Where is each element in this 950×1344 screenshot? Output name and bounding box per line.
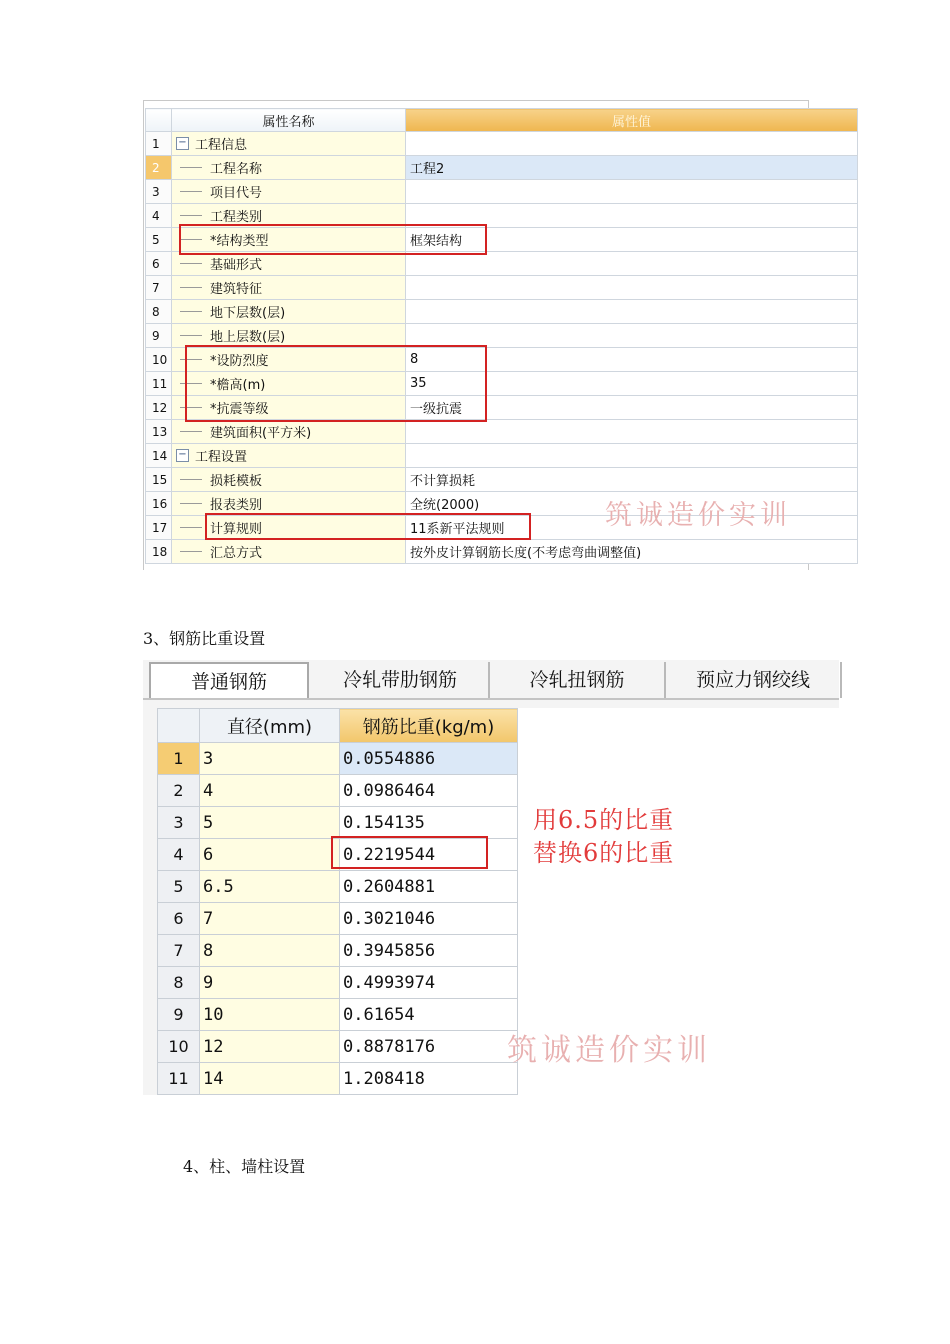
property-name: 汇总方式: [210, 546, 263, 561]
weight-cell[interactable]: 0.2604881: [340, 871, 518, 903]
tree-connector-line: [180, 239, 202, 240]
row-index: 3: [158, 807, 200, 839]
property-row[interactable]: [146, 396, 858, 420]
property-row[interactable]: [146, 276, 858, 300]
property-row[interactable]: [146, 180, 858, 204]
tree-connector-line: [180, 479, 202, 480]
property-table-header: [146, 109, 858, 132]
tab-prestressed-strand[interactable]: 预应力钢绞线: [666, 662, 842, 698]
property-name: 地下层数(层): [210, 306, 286, 321]
rebar-weight-table: [157, 708, 518, 1095]
property-name-cell[interactable]: [172, 516, 406, 540]
property-row[interactable]: [146, 444, 858, 468]
row-number: 6: [146, 252, 172, 276]
diameter-cell[interactable]: 6: [200, 839, 340, 871]
rebar-row[interactable]: [158, 967, 518, 999]
diameter-cell[interactable]: 3: [200, 743, 340, 775]
rebar-row[interactable]: [158, 903, 518, 935]
annotation-line-2: 替换6的比重: [533, 839, 675, 867]
row-number: 11: [146, 372, 172, 396]
property-value[interactable]: 35: [406, 372, 858, 396]
row-number: 18: [146, 540, 172, 564]
frame-border-top: [143, 100, 808, 101]
tree-connector-line: [180, 359, 202, 360]
property-name-cell[interactable]: [172, 396, 406, 420]
property-name-cell[interactable]: [172, 276, 406, 300]
section-4-heading: 4、柱、墙柱设置: [183, 1157, 306, 1176]
row-number: 3: [146, 180, 172, 204]
property-name: *设防烈度: [210, 354, 269, 369]
property-value[interactable]: [406, 204, 858, 228]
tree-connector-line: [180, 551, 202, 552]
weight-cell[interactable]: 0.154135: [340, 807, 518, 839]
rebar-rows: [158, 743, 518, 1095]
property-row[interactable]: [146, 156, 858, 180]
tree-connector-line: [180, 215, 202, 216]
property-row[interactable]: [146, 252, 858, 276]
property-row[interactable]: [146, 228, 858, 252]
property-row[interactable]: [146, 372, 858, 396]
weight-cell[interactable]: 0.4993974: [340, 967, 518, 999]
section-3-heading: 3、钢筋比重设置: [143, 629, 266, 648]
weight-cell[interactable]: 0.2219544: [340, 839, 518, 871]
row-index: 9: [158, 999, 200, 1031]
diameter-cell[interactable]: 14: [200, 1063, 340, 1095]
tree-connector-line: [180, 263, 202, 264]
annotation-note: [533, 804, 674, 870]
header-corner: [158, 709, 200, 743]
weight-cell[interactable]: 0.3021046: [340, 903, 518, 935]
property-name-cell[interactable]: [172, 180, 406, 204]
property-value[interactable]: [406, 300, 858, 324]
row-number: 9: [146, 324, 172, 348]
property-row[interactable]: [146, 468, 858, 492]
row-number: 1: [146, 132, 172, 156]
row-number: 5: [146, 228, 172, 252]
diameter-cell[interactable]: 12: [200, 1031, 340, 1063]
property-value[interactable]: 11系新平法规则: [406, 516, 858, 540]
header-property-name[interactable]: 属性名称: [172, 109, 406, 132]
property-name: *檐高(m): [210, 378, 266, 393]
property-value[interactable]: [406, 252, 858, 276]
diameter-cell[interactable]: 4: [200, 775, 340, 807]
property-value[interactable]: [406, 420, 858, 444]
property-row[interactable]: [146, 324, 858, 348]
diameter-cell[interactable]: 7: [200, 903, 340, 935]
row-index: 8: [158, 967, 200, 999]
row-index: 11: [158, 1063, 200, 1095]
property-name: 报表类别: [210, 498, 263, 513]
annotation-line-1: 用6.5的比重: [533, 806, 675, 834]
tree-connector-line: [180, 287, 202, 288]
property-name-cell[interactable]: [172, 372, 406, 396]
rebar-row[interactable]: [158, 999, 518, 1031]
property-value[interactable]: [406, 324, 858, 348]
tree-connector-line: [180, 167, 202, 168]
weight-cell[interactable]: 0.0986464: [340, 775, 518, 807]
tree-connector-line: [180, 335, 202, 336]
property-name-cell[interactable]: [172, 492, 406, 516]
rebar-row[interactable]: [158, 775, 518, 807]
tree-connector-line: [180, 383, 202, 384]
property-value[interactable]: 工程2: [406, 156, 858, 180]
collapse-icon[interactable]: −: [176, 449, 189, 462]
property-name-cell[interactable]: [172, 252, 406, 276]
rebar-weight-panel: [143, 660, 839, 1095]
property-name-cell[interactable]: [172, 204, 406, 228]
property-name-cell[interactable]: [172, 132, 406, 156]
property-name-cell[interactable]: [172, 420, 406, 444]
property-name-cell[interactable]: [172, 300, 406, 324]
tree-connector-line: [180, 191, 202, 192]
property-name: 项目代号: [210, 186, 263, 201]
weight-cell[interactable]: 1.208418: [340, 1063, 518, 1095]
rebar-row[interactable]: [158, 807, 518, 839]
rebar-table-header: [158, 709, 518, 743]
property-value[interactable]: 按外皮计算钢筋长度(不考虑弯曲调整值): [406, 540, 858, 564]
property-value[interactable]: 全统(2000): [406, 492, 858, 516]
watermark-text: 筑诚造价实训: [507, 1033, 711, 1068]
tree-connector-line: [180, 503, 202, 504]
row-index: 7: [158, 935, 200, 967]
row-number: 8: [146, 300, 172, 324]
property-name: 工程类别: [210, 210, 263, 225]
tab-ordinary-rebar[interactable]: 普通钢筋: [149, 662, 309, 700]
row-number: 10: [146, 348, 172, 372]
tree-connector-line: [180, 527, 202, 528]
property-value[interactable]: [406, 132, 858, 156]
row-index: 10: [158, 1031, 200, 1063]
property-name-cell[interactable]: [172, 468, 406, 492]
header-property-value[interactable]: 属性值: [406, 109, 858, 132]
property-name: 建筑面积(平方米): [210, 426, 312, 441]
project-property-grid: [143, 100, 857, 570]
property-name: *抗震等级: [210, 402, 269, 417]
tabs-divider: [143, 698, 839, 700]
header-weight[interactable]: 钢筋比重(kg/m): [340, 709, 518, 743]
property-name: *结构类型: [210, 234, 269, 249]
rebar-row[interactable]: [158, 839, 518, 871]
row-number: 15: [146, 468, 172, 492]
tree-connector-line: [180, 311, 202, 312]
frame-border-left: [143, 100, 144, 570]
property-name-cell[interactable]: [172, 444, 406, 468]
tab-cold-rolled-twisted[interactable]: 冷轧扭钢筋: [490, 662, 666, 698]
property-value[interactable]: 8: [406, 348, 858, 372]
property-name: 计算规则: [210, 522, 263, 537]
property-name: 工程信息: [195, 138, 248, 153]
tab-cold-rolled-ribbed[interactable]: 冷轧带肋钢筋: [312, 662, 490, 698]
rebar-row[interactable]: [158, 1031, 518, 1063]
weight-cell[interactable]: 0.3945856: [340, 935, 518, 967]
header-corner: [146, 109, 172, 132]
property-name-cell[interactable]: [172, 348, 406, 372]
watermark-text: 筑诚造价实训: [605, 500, 791, 531]
property-row[interactable]: [146, 348, 858, 372]
property-name: 损耗模板: [210, 474, 263, 489]
property-name-cell[interactable]: [172, 228, 406, 252]
property-row[interactable]: [146, 204, 858, 228]
property-name: 基础形式: [210, 258, 263, 273]
rebar-row[interactable]: [158, 743, 518, 775]
row-index: 5: [158, 871, 200, 903]
weight-cell[interactable]: 0.8878176: [340, 1031, 518, 1063]
rebar-type-tabs: [147, 662, 837, 700]
property-value[interactable]: 不计算损耗: [406, 468, 858, 492]
property-name-cell[interactable]: [172, 324, 406, 348]
property-name-cell[interactable]: [172, 540, 406, 564]
row-number: 4: [146, 204, 172, 228]
row-number: 14: [146, 444, 172, 468]
row-index: 4: [158, 839, 200, 871]
row-index: 6: [158, 903, 200, 935]
property-row[interactable]: [146, 132, 858, 156]
rebar-row[interactable]: [158, 1063, 518, 1095]
tree-connector-line: [180, 407, 202, 408]
rebar-row[interactable]: [158, 871, 518, 903]
diameter-cell[interactable]: 5: [200, 807, 340, 839]
tree-connector-line: [180, 431, 202, 432]
property-value[interactable]: [406, 180, 858, 204]
diameter-cell[interactable]: 10: [200, 999, 340, 1031]
property-name: 建筑特征: [210, 282, 263, 297]
property-name: 工程设置: [195, 450, 248, 465]
weight-cell[interactable]: 0.0554886: [340, 743, 518, 775]
diameter-cell[interactable]: 6.5: [200, 871, 340, 903]
property-value[interactable]: [406, 444, 858, 468]
row-number: 16: [146, 492, 172, 516]
property-value[interactable]: 一级抗震: [406, 396, 858, 420]
property-name-cell[interactable]: [172, 156, 406, 180]
property-name: 工程名称: [210, 162, 263, 177]
row-number: 17: [146, 516, 172, 540]
rebar-row[interactable]: [158, 935, 518, 967]
row-number: 13: [146, 420, 172, 444]
weight-cell[interactable]: 0.61654: [340, 999, 518, 1031]
collapse-icon[interactable]: −: [176, 137, 189, 150]
row-index: 1: [158, 743, 200, 775]
property-row[interactable]: [146, 300, 858, 324]
row-number: 12: [146, 396, 172, 420]
header-diameter[interactable]: 直径(mm): [200, 709, 340, 743]
property-value[interactable]: 框架结构: [406, 228, 858, 252]
property-row[interactable]: [146, 540, 858, 564]
property-value[interactable]: [406, 276, 858, 300]
property-row[interactable]: [146, 420, 858, 444]
row-number: 7: [146, 276, 172, 300]
diameter-cell[interactable]: 9: [200, 967, 340, 999]
row-number: 2: [146, 156, 172, 180]
rebar-grid-area: [157, 708, 839, 1095]
row-index: 2: [158, 775, 200, 807]
property-name: 地上层数(层): [210, 330, 286, 345]
diameter-cell[interactable]: 8: [200, 935, 340, 967]
